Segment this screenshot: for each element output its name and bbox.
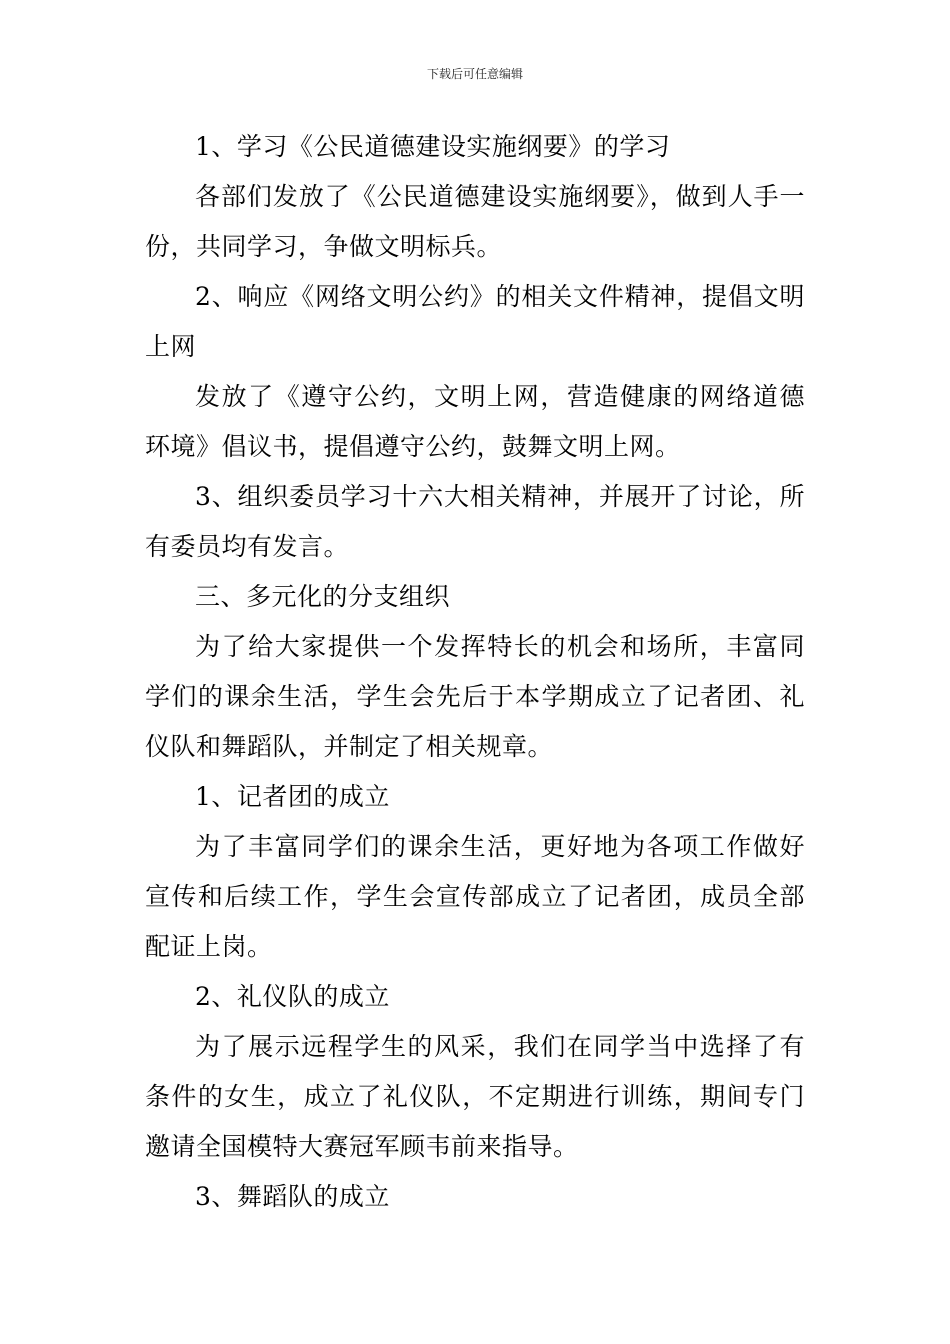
section-item-3: 3、组织委员学习十六大相关精神，并展开了讨论，所有委员均有发言。 <box>145 482 805 561</box>
paragraph: 为了给大家提供一个发挥特长的机会和场所，丰富同学们的课余生活，学生会先后于本学期成立了记者团、礼仪队和舞蹈队，并制定了相关规章。 <box>145 632 805 761</box>
page-header-watermark: 下载后可任意编辑 <box>426 67 523 81</box>
subsection-heading-dance: 3、舞蹈队的成立 <box>195 1182 390 1211</box>
document-body <box>145 122 805 1222</box>
subsection-heading-reporters: 1、记者团的成立 <box>195 782 390 811</box>
section-heading-1: 1、学习《公民道德建设实施纲要》的学习 <box>195 132 671 161</box>
part-heading-3: 三、多元化的分支组织 <box>195 582 451 611</box>
paragraph: 各部们发放了《公民道德建设实施纲要》，做到人手一份，共同学习，争做文明标兵。 <box>145 182 805 261</box>
section-heading-2: 2、响应《网络文明公约》的相关文件精神，提倡文明上网 <box>145 282 805 361</box>
paragraph: 发放了《遵守公约，文明上网，营造健康的网络道德环境》倡议书，提倡遵守公约，鼓舞文明上网。 <box>145 382 805 461</box>
subsection-heading-etiquette: 2、礼仪队的成立 <box>195 982 390 1011</box>
paragraph: 为了丰富同学们的课余生活，更好地为各项工作做好宣传和后续工作，学生会宣传部成立了记者团，成员全部配证上岗。 <box>145 832 805 961</box>
paragraph: 为了展示远程学生的风采，我们在同学当中选择了有条件的女生，成立了礼仪队，不定期进行训练，期间专门邀请全国模特大赛冠军顾韦前来指导。 <box>145 1032 805 1161</box>
